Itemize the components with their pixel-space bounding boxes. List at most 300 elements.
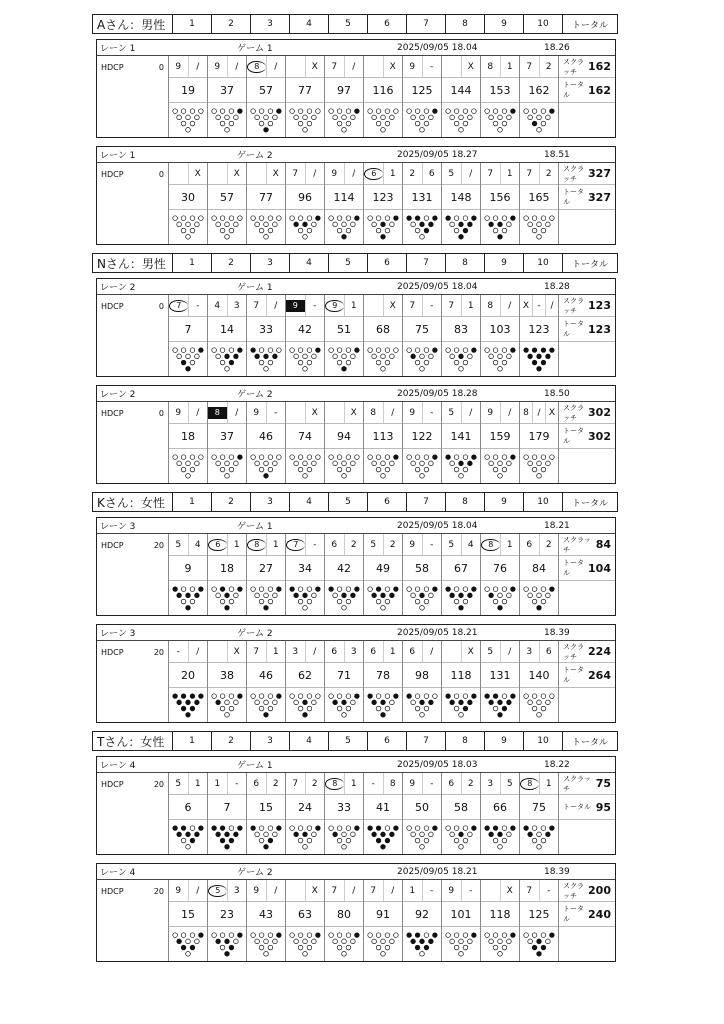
game-end-time: 18.26 — [544, 42, 570, 53]
frame-cell — [325, 56, 364, 137]
pin-standing — [415, 933, 420, 938]
pin-down — [220, 228, 225, 233]
scratch-label: スクラッチ — [563, 774, 591, 793]
frame-rolls — [442, 402, 480, 424]
frame-score: 179 — [520, 424, 558, 449]
pin-down — [493, 348, 498, 353]
frame-pins — [364, 342, 402, 376]
roll-mark — [247, 56, 267, 77]
frame-cell — [208, 641, 247, 722]
pin-standing — [546, 832, 551, 837]
roll-mark: 1 — [194, 778, 201, 789]
roll-mark: X — [233, 168, 240, 179]
pin-down — [264, 366, 269, 371]
pin-down — [498, 593, 503, 598]
foul-box: 9 — [286, 300, 305, 312]
frame-pins — [481, 449, 519, 483]
pin-down — [351, 222, 356, 227]
pin-down — [411, 700, 416, 705]
pin-standing — [368, 694, 373, 699]
pin-standing — [390, 832, 395, 837]
roll-mark: / — [352, 885, 356, 896]
frame-number: 3 — [251, 493, 290, 511]
split-circle: 6 — [208, 539, 227, 551]
pin-down — [502, 838, 507, 843]
pin-down — [229, 228, 234, 233]
pin-down — [173, 216, 178, 221]
pin-standing — [511, 348, 516, 353]
roll-mark: - — [533, 295, 546, 316]
frame-score: 15 — [247, 795, 285, 820]
pin-down — [307, 455, 312, 460]
pin-diagram — [523, 583, 555, 613]
pin-down — [454, 455, 459, 460]
roll-mark: - — [169, 641, 189, 662]
pin-standing — [537, 366, 542, 371]
pin-down — [346, 933, 351, 938]
frame-rolls — [286, 56, 324, 78]
pin-down — [537, 461, 542, 466]
frame-pins — [403, 103, 441, 137]
handicap-column — [97, 880, 169, 961]
pin-down — [420, 115, 425, 120]
pin-down — [337, 599, 342, 604]
total-label: トータル — [563, 81, 584, 99]
pin-down — [546, 222, 551, 227]
pin-down — [376, 455, 381, 460]
frame-score: 57 — [208, 185, 246, 210]
roll-mark — [286, 880, 306, 901]
pin-down — [450, 115, 455, 120]
pin-down — [368, 587, 373, 592]
totals-column — [559, 880, 615, 961]
pin-down — [502, 228, 507, 233]
total-header: トータル — [571, 737, 608, 748]
pin-diagram — [406, 451, 438, 481]
pin-standing — [251, 826, 256, 831]
frame-number: 1 — [173, 254, 212, 272]
pin-down — [420, 354, 425, 359]
pin-down — [186, 939, 191, 944]
pin-down — [225, 234, 230, 239]
frame-cell — [247, 534, 286, 615]
frame-number: 10 — [524, 493, 563, 511]
pin-diagram — [484, 212, 516, 242]
frame-cell — [520, 773, 559, 854]
game-title: ゲーム 2 — [237, 629, 273, 639]
pin-standing — [528, 354, 533, 359]
frame-cell — [403, 56, 442, 137]
pin-down — [532, 228, 537, 233]
frame-cell — [520, 56, 559, 137]
pin-down — [368, 455, 373, 460]
roll-mark: 2 — [545, 168, 552, 179]
frame-rolls — [325, 773, 363, 795]
pin-down — [468, 115, 473, 120]
pin-standing — [532, 348, 537, 353]
handicap-column — [97, 641, 169, 722]
pin-down — [212, 694, 217, 699]
pin-standing — [433, 933, 438, 938]
pin-diagram — [367, 583, 399, 613]
pin-down — [190, 826, 195, 831]
roll-mark: 2 — [545, 61, 552, 72]
pin-diagram — [445, 344, 477, 374]
frame-score: 42 — [325, 556, 363, 581]
pin-down — [290, 933, 295, 938]
pin-down — [463, 933, 468, 938]
pin-down — [372, 939, 377, 944]
roll-mark: 6 — [428, 168, 435, 179]
frame-pins — [325, 581, 363, 615]
pin-diagram — [172, 344, 204, 374]
pin-down — [238, 216, 243, 221]
pin-standing — [550, 348, 555, 353]
pin-standing — [177, 939, 182, 944]
frame-score: 63 — [286, 902, 324, 927]
pin-down — [454, 838, 459, 843]
pin-down — [225, 461, 230, 466]
pin-standing — [199, 348, 204, 353]
frame-rolls — [208, 295, 246, 317]
frame-cell — [442, 163, 481, 244]
handicap-column — [97, 163, 169, 244]
pin-down — [264, 951, 269, 956]
pin-down — [199, 455, 204, 460]
frame-rolls — [247, 773, 285, 795]
pin-down — [220, 467, 225, 472]
pin-down — [489, 354, 494, 359]
frame-rolls — [442, 641, 480, 663]
frame-pins — [442, 103, 480, 137]
pin-down — [268, 945, 273, 950]
pin-standing — [181, 945, 186, 950]
roll-mark: 9 — [247, 880, 267, 901]
pin-standing — [541, 945, 546, 950]
frame-number: 9 — [485, 732, 524, 750]
roll-mark: 1 — [467, 300, 474, 311]
pin-down — [264, 700, 269, 705]
score-sheet — [92, 14, 618, 970]
roll-mark: / — [469, 168, 473, 179]
pin-down — [264, 832, 269, 837]
pin-down — [294, 700, 299, 705]
pin-diagram — [172, 690, 204, 720]
pin-diagram — [289, 105, 321, 135]
totals-column — [559, 773, 615, 854]
pin-down — [346, 360, 351, 365]
pin-down — [493, 360, 498, 365]
frame-number: 6 — [368, 732, 407, 750]
pin-down — [424, 467, 429, 472]
frame-rolls — [325, 295, 363, 317]
pin-down — [337, 826, 342, 831]
frame-pins — [169, 581, 207, 615]
pin-down — [532, 587, 537, 592]
pin-down — [229, 694, 234, 699]
roll-mark: 1 — [506, 539, 513, 550]
total-value: 240 — [588, 907, 611, 921]
pin-down — [459, 844, 464, 849]
pin-down — [212, 587, 217, 592]
roll-mark — [364, 56, 384, 77]
frame-rolls — [208, 163, 246, 185]
pin-down — [190, 109, 195, 114]
pin-standing — [177, 832, 182, 837]
pin-diagram — [445, 451, 477, 481]
pin-down — [528, 700, 533, 705]
foul-box: 8 — [208, 407, 227, 419]
split-circle: 7 — [169, 300, 188, 312]
pin-standing — [450, 700, 455, 705]
total-header: トータル — [571, 20, 608, 31]
frame-cell — [325, 402, 364, 483]
pin-down — [372, 461, 377, 466]
frame-rolls — [403, 534, 441, 556]
frame-score: 9 — [169, 556, 207, 581]
frame-cell — [286, 880, 325, 961]
pin-standing — [372, 593, 377, 598]
pin-down — [450, 939, 455, 944]
pin-down — [298, 216, 303, 221]
pin-down — [307, 467, 312, 472]
roll-mark: 8 — [481, 56, 501, 77]
frame-score: 77 — [286, 78, 324, 103]
pin-standing — [290, 587, 295, 592]
pin-down — [255, 461, 260, 466]
totals-blank — [559, 103, 615, 137]
frame-rolls — [169, 773, 207, 795]
pin-down — [199, 109, 204, 114]
frame-number: 6 — [368, 493, 407, 511]
pin-down — [346, 694, 351, 699]
pin-down — [407, 587, 412, 592]
pin-down — [337, 121, 342, 126]
pin-down — [195, 222, 200, 227]
total-value: 162 — [588, 83, 611, 97]
pin-standing — [173, 587, 178, 592]
pin-down — [190, 216, 195, 221]
frame-cell — [481, 773, 520, 854]
game-body — [97, 880, 615, 961]
frame-cell — [208, 534, 247, 615]
totals-blank — [559, 688, 615, 722]
pin-standing — [177, 593, 182, 598]
pin-standing — [173, 694, 178, 699]
split-circle: 8 — [325, 778, 344, 790]
pin-down — [368, 348, 373, 353]
frame-number: 9 — [485, 254, 524, 272]
pin-down — [273, 832, 278, 837]
pin-down — [420, 605, 425, 610]
pin-down — [259, 348, 264, 353]
game-title: ゲーム 2 — [237, 151, 273, 161]
pin-down — [199, 216, 204, 221]
scratch-row — [559, 295, 615, 317]
pin-down — [220, 216, 225, 221]
pin-standing — [264, 473, 269, 478]
pin-standing — [316, 826, 321, 831]
pin-down — [229, 706, 234, 711]
roll-mark: 3 — [233, 300, 240, 311]
pin-down — [485, 933, 490, 938]
pin-down — [424, 826, 429, 831]
pin-standing — [537, 939, 542, 944]
pin-down — [424, 216, 429, 221]
pin-standing — [181, 706, 186, 711]
frame-cell — [442, 534, 481, 615]
pin-standing — [511, 216, 516, 221]
roll-mark: 5 — [364, 534, 384, 555]
pin-standing — [511, 933, 516, 938]
frame-cell — [481, 295, 520, 376]
pin-diagram — [250, 344, 282, 374]
roll-mark: 3 — [233, 885, 240, 896]
pin-down — [251, 216, 256, 221]
pin-down — [376, 945, 381, 950]
frame-score: 15 — [169, 902, 207, 927]
frame-rolls — [169, 880, 207, 902]
frame-number: 7 — [407, 15, 446, 33]
pin-down — [532, 216, 537, 221]
roll-mark: 1 — [403, 880, 423, 901]
totals-blank — [559, 342, 615, 376]
pin-diagram — [211, 583, 243, 613]
player-block — [92, 14, 618, 245]
pin-down — [454, 109, 459, 114]
pin-down — [303, 366, 308, 371]
pin-down — [229, 467, 234, 472]
handicap-row — [97, 880, 168, 902]
pin-down — [407, 826, 412, 831]
pin-down — [337, 838, 342, 843]
pin-down — [407, 348, 412, 353]
roll-mark: / — [274, 885, 278, 896]
frame-rolls — [442, 56, 480, 78]
pin-diagram — [406, 212, 438, 242]
pin-down — [524, 455, 529, 460]
pin-down — [186, 127, 191, 132]
hdcp-label: HDCP — [101, 886, 124, 896]
roll-mark: 6 — [545, 646, 552, 657]
roll-mark: / — [235, 407, 239, 418]
frame-score: 33 — [247, 317, 285, 342]
pin-diagram — [289, 929, 321, 959]
split-circle: 6 — [364, 168, 383, 180]
pin-down — [502, 599, 507, 604]
pin-down — [220, 455, 225, 460]
pin-down — [342, 222, 347, 227]
frame-rolls — [403, 295, 441, 317]
frame-number: 6 — [368, 254, 407, 272]
pin-down — [376, 360, 381, 365]
pin-down — [298, 838, 303, 843]
pin-down — [415, 121, 420, 126]
game-start-time: 2025/09/05 18.04 — [397, 281, 478, 292]
frame-cell — [403, 641, 442, 722]
pin-down — [446, 109, 451, 114]
scratch-value: 200 — [588, 884, 611, 897]
frame-score: 67 — [442, 556, 480, 581]
roll-mark: 2 — [311, 778, 318, 789]
roll-mark: 6 — [325, 641, 345, 662]
pin-down — [381, 473, 386, 478]
frame-score: 46 — [247, 424, 285, 449]
roll-mark: 1 — [233, 539, 240, 550]
pin-down — [268, 228, 273, 233]
roll-mark: 6 — [442, 773, 462, 794]
pin-down — [532, 826, 537, 831]
frame-number: 10 — [524, 732, 563, 750]
pin-down — [220, 694, 225, 699]
frame-score: 162 — [520, 78, 558, 103]
frame-pins — [208, 449, 246, 483]
pin-standing — [459, 222, 464, 227]
player-name: Nさん：男性 — [93, 254, 173, 272]
pin-down — [290, 826, 295, 831]
player-header — [92, 492, 618, 512]
pin-standing — [381, 593, 386, 598]
frame-score: 18 — [208, 556, 246, 581]
game-header — [97, 625, 615, 641]
pin-standing — [472, 455, 477, 460]
frame-cell — [403, 534, 442, 615]
game-card — [96, 517, 616, 616]
pin-down — [186, 473, 191, 478]
frame-score: 27 — [247, 556, 285, 581]
roll-mark: / — [196, 885, 200, 896]
pin-down — [273, 222, 278, 227]
pin-diagram — [328, 583, 360, 613]
frame-pins — [325, 449, 363, 483]
pin-down — [268, 216, 273, 221]
frame-cell — [286, 402, 325, 483]
game-card — [96, 39, 616, 138]
pin-down — [333, 354, 338, 359]
frame-score: 101 — [442, 902, 480, 927]
pin-standing — [489, 222, 494, 227]
frame-number: 2 — [212, 15, 251, 33]
roll-mark: 7 — [247, 641, 267, 662]
pin-down — [537, 115, 542, 120]
pin-down — [225, 222, 230, 227]
pin-standing — [212, 826, 217, 831]
pin-down — [264, 234, 269, 239]
pin-diagram — [367, 451, 399, 481]
pin-standing — [472, 694, 477, 699]
pin-down — [298, 121, 303, 126]
pin-diagram — [484, 822, 516, 852]
roll-mark — [247, 163, 267, 184]
pin-down — [337, 216, 342, 221]
pin-down — [307, 360, 312, 365]
pin-standing — [342, 593, 347, 598]
lane-label: レーン 4 — [100, 761, 136, 771]
frame-score: 123 — [364, 185, 402, 210]
frame-rolls — [286, 880, 324, 902]
pin-standing — [195, 593, 200, 598]
pin-standing — [541, 360, 546, 365]
frame-pins — [247, 210, 285, 244]
total-row — [559, 902, 615, 927]
frame-number: 7 — [407, 254, 446, 272]
pin-down — [181, 109, 186, 114]
frame-cell — [169, 163, 208, 244]
roll-mark: 1 — [272, 539, 279, 550]
frame-rolls — [247, 641, 285, 663]
pin-down — [346, 945, 351, 950]
split-circle: 9 — [325, 300, 344, 312]
